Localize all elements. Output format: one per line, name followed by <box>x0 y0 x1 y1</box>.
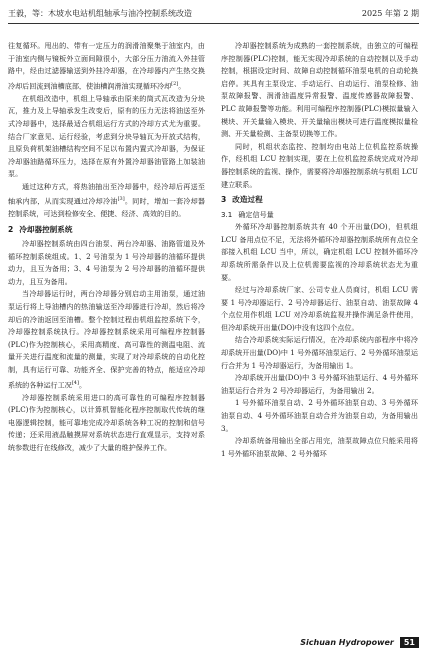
section-number: 2 <box>8 225 14 235</box>
subsection-title: 确定信号量 <box>238 210 274 220</box>
section-heading <box>221 193 418 207</box>
citation: [3] <box>117 196 125 203</box>
paragraph: 结合冷却系统实际运行情况，在冷却系统内部程序中将冷却系统开出量(DO)中 1 号外循环油泵运行、2 号外循环油泵运行合并为 1 号冷却器运行，为备用输出 1。 <box>221 335 418 370</box>
journal-name: Sichuan Hydropower <box>300 638 394 647</box>
citation: [4] <box>71 379 79 386</box>
section-number: 3 <box>221 195 227 205</box>
header-issue: 2025 年第 2 期 <box>361 9 419 18</box>
paragraph: 冷却系统备用输出全部占用完，油泵故障点位只能采用将 1 号外循环油泵故障、2 号外循环 <box>221 436 418 458</box>
page-footer <box>300 637 419 648</box>
paragraph: 冷却器控制系统由四台油泵、两台冷却器、油路管道及外循环控制系统组成。1、2 号油泵为 1 号冷却器的油循环提供动力，且互为备用；3、4 号油泵为 2 号冷却器的油循环提供动力，且互为备用。 <box>8 239 205 286</box>
header-rule <box>8 23 419 24</box>
paragraph: 在机组改造中，机组上导轴承由原来的筒式瓦改造为分块瓦，推力及上导轴承发生改变后，原有的压力无法将油送至外式冷却器中，选择最适合机组运行方式的冷却方式尤为重要。结合厂家意见、运行经验，考虑到分块导轴瓦为开放式结构，且原负荷机架油槽结构空间不足以布置内置式冷却器，为保证冷却器油路循环压力，选择在原有外置冷却器油管路上加装油泵。 <box>8 93 205 179</box>
section-heading <box>8 223 205 237</box>
paragraph: 当冷却器运行时，两台冷却器分别启动主用油泵，通过油泵运行将上导油槽内的热油输送至冷却器进行冷却，然后将冷却后的冷油返回至油槽。整个控制过程由机组监控系统下令，冷却器控制系统执行。冷却器控制系统采用可编程序控制器(PLC)作为控制核心，采用高精度、高可靠性的测温电阻、流量开关进行温度和流量的测量，实现了对冷却系统的自动化控制，具有运行可靠、功能齐全、保护完善的特点，能适应冷却系统的各种运行工况[4]。 <box>8 289 205 389</box>
running-header <box>8 8 419 22</box>
paragraph: 经过与冷却系统厂家、公司专业人员商讨，机组 LCU 需要 1 号冷却器运行、2 号冷却器运行、油泵自动、油泵故障 4 个点位用作机组 LCU 对冷却系统监视并操作满足条件使用，但冷却系统开出量(DO)中没有这四个点位。 <box>221 285 418 332</box>
right-column <box>221 40 418 460</box>
paragraph: 冷却器控制系统为成熟的一套控制系统，由独立的可编程序控制器(PLC)控制，能无实现冷却系统的自动控制以及手动控制，根据设定时间、故障自动控制循环油泵电机的自动轮换启停。其具有主泵设定、手动运行、自动运行、油泵检修、油泵故障报警、润滑油温度异常报警、温度传感器故障报警、PLC 故障报警等功能。利用可编程序控制器(PLC)模拟量输入模块、开关量输入模块、开关量输出模块可进行温度模拟量检测、开关量检测、主备泵切换等工作。 <box>221 41 418 139</box>
paragraph: 冷却器控制系统采用进口的高可靠性的可编程序控制器(PLC)作为控制核心，以计算机智能化程序控制取代传统的继电器逻辑控制，能可靠地完成冷却系统各种工况的控制和信号传递；还采用液晶触摸屏对系统状态进行直观显示，支持对系统参数进行在线修改，减少了大量的维护保养工作。 <box>8 392 205 452</box>
paragraph: 冷却系统开出量(DO)中 3 号外循环油泵运行、4 号外循环油泵运行合并为 2 号冷却器运行，为备用输出 2。 <box>221 373 418 395</box>
subsection-heading <box>221 208 418 221</box>
paragraph: 通过这种方式，将热油抽出至冷却器中，经冷却后再送至轴承内部，从而实现通过冷却冷油[3]。同时，增加一套冷却器控制系统，可达到检修安全、便捷、经济、高效的目的。 <box>8 181 206 219</box>
paragraph: 同时，机组状态监控、控制均由电站上位机监控系统操作，经机组 LCU 控制实现，要在上位机监控系统完成对冷却器控制系统的监视、操作，需要将冷却器控制系统与机组 LCU 建立联系。 <box>221 141 418 189</box>
section-title: 冷却器控制系统 <box>19 225 73 235</box>
header-title: 王毅，等：木坡水电站机组轴承与油冷控制系统改造 <box>8 9 192 18</box>
section-title: 改造过程 <box>232 195 263 205</box>
paragraph: 往复循环。甩出的、带有一定压力的润滑油聚集于油室内，由于油室内侧与镜板外立面间隙很小，大部分压力油流入外挂管路中，经由过滤器输送到外挂冷却器，在冷却器内产生热交换冷却后回流到油槽底部，使油槽润滑油实现循环冷却[2]。 <box>8 41 205 91</box>
page-number: 51 <box>400 637 419 648</box>
left-column <box>8 40 205 454</box>
paragraph: 外循环冷却器控制系统共有 40 个开出量(DO)，但机组 LCU 备用点位不足，无法将外循环冷却器控制系统所有点位全部接入机组 LCU 当中，所以，确定机组 LCU 控制外循环冷却系统所需条件以及上位机需要监视的冷却系统状态尤为重要。 <box>221 222 418 282</box>
paragraph: 1 号外循环油泵自动、2 号外循环油泵自动、3 号外循环油泵自动、4 号外循环油泵自动合并为油泵自动，为备用输出 3。 <box>221 398 418 433</box>
citation: [2] <box>171 80 179 87</box>
subsection-number: 3.1 <box>221 210 233 220</box>
